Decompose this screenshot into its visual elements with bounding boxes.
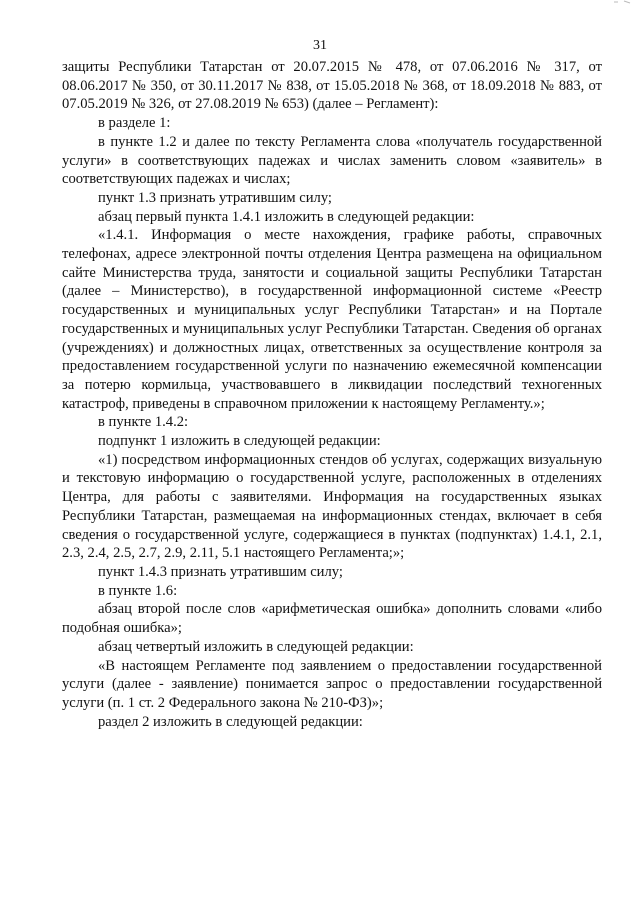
paragraph: «1.4.1. Информация о месте нахождения, графике работы, справочных телефонах, адресе электронной почты отделения Центра размещена на официальном сайте Министерства труда, занятости и социальной защиты Республики Татарстан (далее – Министерство), в государственной информационной системе «Реестр государственных и муниципальных услуг Республики Татарстан» и на Портале государственных и муниципальных услуг Республики Татарстан. Сведения об органах (учреждениях) и должностных лицах, ответственных за осуществление контроля за предоставлением государственной услуги по назначению ежемесячной компенсации за потерю кормильца, участвовавшего в ликвидации последствий техногенных катастроф, приведены в справочном приложении к настоящему Регламенту.»; [62,227,602,412]
paragraph: в пункте 1.2 и далее по тексту Регламента слова «получатель государственной услуги» в соответствующих падежах и числах заменить словом «заявитель» в соответствующих падежах и числах; [62,133,602,188]
paragraph: «1) посредством информационных стендов об услугах, содержащих визуальную и текстовую информацию о государственной услуге, расположенных в отделениях Центра, для работы с заявителями. Информация на государственных языках Республики Татарстан, размещаемая на информационных стендах, включает в себя сведения о государственной услуге, содержащиеся в пунктах (подпунктах) 1.4.1, 2.1, 2.3, 2.4, 2.5, 2.7, 2.9, 2.11, 5.1 настоящего Регламента;»; [62,451,602,562]
paragraph: раздел 2 изложить в следующей редакции: [98,713,363,730]
document-body [62,58,602,731]
paragraph: в пункте 1.4.2: [98,414,189,431]
paragraph: защиты Республики Татарстан от 20.07.2015 № 478, от 07.06.2016 № 317, от 08.06.2017 № 350, от 30.11.2017 № 838, от 15.05.2018 № 368, от 18.09.2018 № 883, от 07.05.2019 № 326, от 27.08.2019 № 653) (далее – Регламент): [62,59,602,113]
paragraph: абзац второй после слов «арифметическая ошибка» дополнить словами «либо подобная ошибка»; [62,601,602,637]
paragraph: в разделе 1: [98,115,171,132]
paragraph: пункт 1.3 признать утратившим силу; [98,189,332,206]
paragraph: абзац первый пункта 1.4.1 изложить в следующей редакции: [98,208,475,225]
page-number: 31 [313,38,327,53]
scan-mark-icon [612,0,632,8]
paragraph: подпункт 1 изложить в следующей редакции: [98,433,381,450]
paragraph: пункт 1.4.3 признать утратившим силу; [98,563,343,580]
paragraph: в пункте 1.6: [98,582,178,599]
paragraph: «В настоящем Регламенте под заявлением о предоставлении государственной услуги (далее - заявление) понимается запрос о предоставлении государственной услуги (п. 1 ст. 2 Федерального закона № 210-ФЗ)»; [62,657,602,711]
paragraph: абзац четвертый изложить в следующей редакции: [98,638,414,655]
